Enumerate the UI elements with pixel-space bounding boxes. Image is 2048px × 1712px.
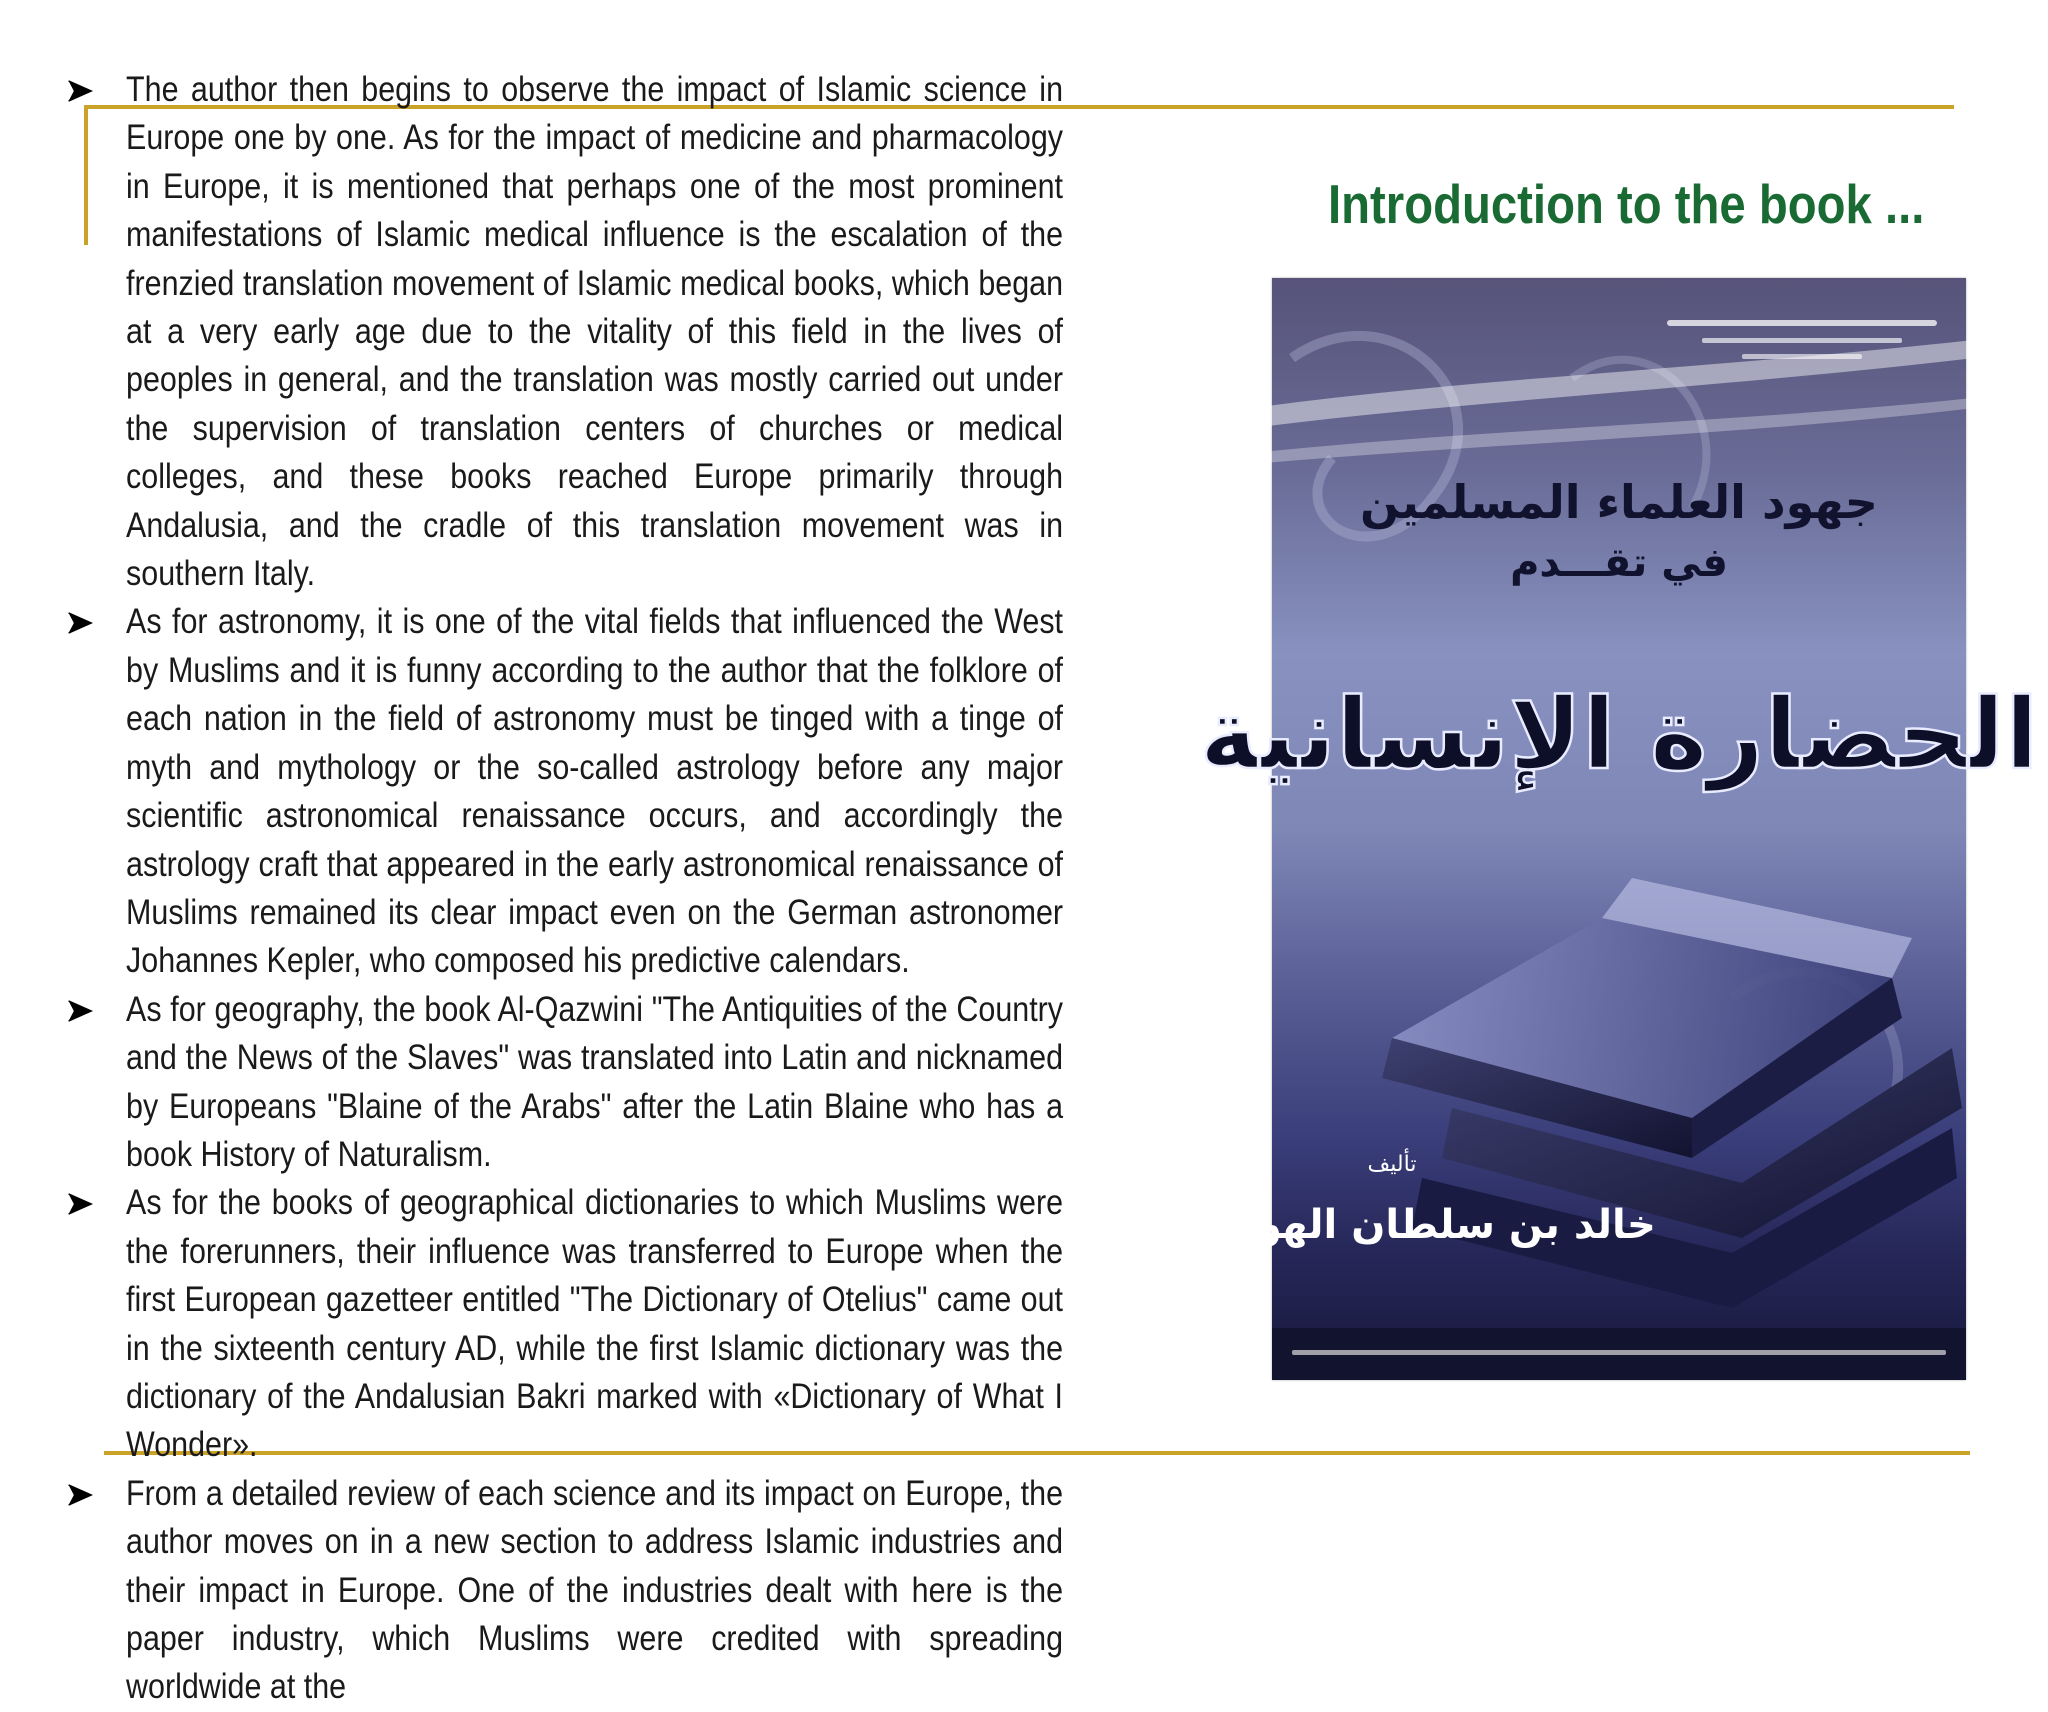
bullet-text: As for geography, the book Al-Qazwini "The Antiquities of the Country and the News of the Slaves" was translated into Latin and nicknamed by Europeans "Blaine of the Arabs" after the Latin Blaine who has a book History of Naturalism. xyxy=(126,989,1064,1174)
slide-title: Introduction to the book ... xyxy=(1328,173,1925,235)
book-cover-art xyxy=(1178,278,2039,1380)
arrowhead-bullet-icon xyxy=(68,80,92,102)
bullet-text-column xyxy=(66,66,1063,1712)
book-cover-image xyxy=(1178,278,2039,1380)
arrowhead-bullet-icon xyxy=(68,1193,92,1215)
bullet-text: As for the books of geographical dictionaries to which Muslims were the forerunners, their influence was transferred to Europe when the first European gazetteer entitled "The Dictionary of Otelius" came out in the sixteenth century AD, while the first Islamic dictionary was the dictionary of the Andalusian Bakri marked with «Dictionary of What I Wonder». xyxy=(126,1183,1064,1465)
book-cover-author-label: تأليف xyxy=(1367,1152,1417,1177)
bullet-text: The author then begins to observe the impact of Islamic science in Europe one by one. As for the impact of medicine and pharmacology in Europe, it is mentioned that perhaps one of the most prominent manifestations of Islamic medical influence is the escalation of the frenzied translation movement of Islamic medical books, which began at a very early age due to the vitality of this field in the lives of peoples in general, and the translation was mostly carried out under the supervision of translation centers of churches or medical colleges, and these books reached Europe primarily through Andalusia, and the cradle of this translation movement was in southern Italy. xyxy=(126,70,1064,594)
bullet-item xyxy=(66,66,1063,598)
bullet-item xyxy=(66,1470,1063,1712)
bullet-item xyxy=(66,1179,1063,1469)
arrowhead-bullet-icon xyxy=(68,612,92,634)
bullet-list xyxy=(66,66,1063,1712)
book-cover-main-title: الحضارة الإنسانية xyxy=(1199,678,2039,792)
arrowhead-bullet-icon xyxy=(68,1484,92,1506)
bullet-text: From a detailed review of each science and its impact on Europe, the author moves on in a new section to address Islamic industries and their impact in Europe. One of the industries dealt with here is the paper industry, which Muslims were credited with spreading worldwide at the xyxy=(126,1473,1064,1707)
bullet-text: As for astronomy, it is one of the vital fields that influenced the West by Muslims and it is funny according to the author that the folklore of each nation in the field of astronomy must be tinged with a tinge of myth and mythology or the so-called astrology before any major scientific astronomical renaissance occurs, and accordingly the astrology craft that appeared in the early astronomical renaissance of Muslims remained its clear impact even on the German astronomer Johannes Kepler, who composed his predictive calendars. xyxy=(126,602,1064,981)
arrowhead-bullet-icon xyxy=(68,1000,92,1022)
book-cover-title-line-1: جهود العلماء المسلمين xyxy=(1360,475,1878,529)
bullet-item xyxy=(66,598,1063,985)
bullet-item xyxy=(66,986,1063,1180)
book-cover-title-line-2: في تقـــدم xyxy=(1510,540,1728,586)
book-cover-author-name: خالد بن سلطان الهويطر xyxy=(1178,1202,1656,1248)
